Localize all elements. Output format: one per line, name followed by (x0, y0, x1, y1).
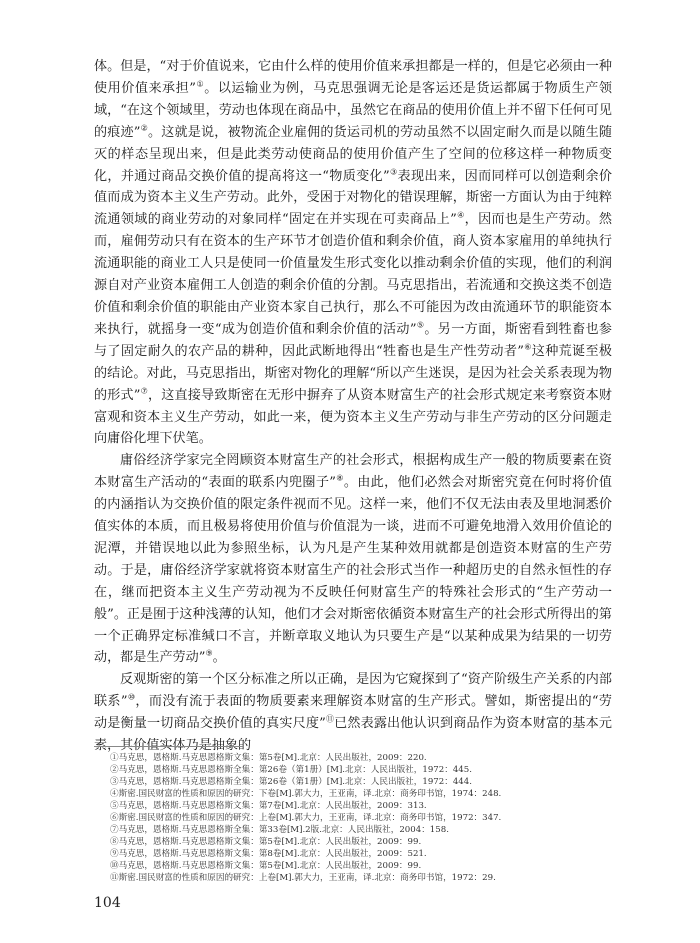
body-paragraph (94, 56, 612, 450)
footnote-marker: ④ (456, 210, 465, 220)
body-text (94, 56, 612, 757)
footnote-marker: ⑥ (523, 342, 532, 352)
footnote-item: ⑩马克思，恩格斯.马克思恩格斯文集：第5卷[M].北京：人民出版社，2009：99. (110, 861, 422, 871)
paragraph-text: 反观斯密的第一个区分标准之所以正确，是因为它窥探到了“资产阶级生产关系的内部联系” (94, 672, 612, 710)
footnote-marker: ⑤ (416, 320, 425, 330)
footnotes-list (110, 752, 610, 884)
footnote-marker: ⑨ (205, 649, 213, 659)
paragraph-text: 庸俗经济学家完全罔顾资本财富生产的社会形式，根据构成生产一般的物质要素在资本财富生产活动的“表面的联系内兜圈子” (94, 453, 612, 491)
footnote-item: ④斯密.国民财富的性质和原因的研究：下卷[M].郭大力，王亚南，译.北京：商务印书馆，1974：248. (110, 789, 502, 799)
paragraph-text: 。这就是说，被物流企业雇佣的货运司机的劳动虽然不以固定耐久而是以随生随灭的样态呈现出来，但是此类劳动使商品的使用价值产生了空间的位移这样一种物质变化，并通过商品交换价值的提高将这一“物质变化” (94, 124, 613, 184)
footnote-item: ⑤马克思，恩格斯.马克思恩格斯文集：第7卷[M].北京：人民出版社，2009：313. (110, 801, 427, 811)
footnote-item: ①马克思，恩格斯.马克思恩格斯文集：第5卷[M].北京：人民出版社，2009：220. (110, 753, 427, 763)
paragraph-text: ，而没有流于表面的物质要素来理解资本财富的生产形式。譬如，斯密提出的“劳动是衡量一切商品交换价值的真实尺度” (94, 694, 612, 732)
paragraph-text: 体。但是，“对于价值说来，它由什么样的使用价值来承担都是一样的，但是它必须由一种使用价值来承担” (94, 59, 612, 96)
paragraph-text: 。由此，他们必然会对斯密究竟在何时将价值的内涵指认为交换价值的限定条件视而不见。这样一来，他们不仅无法由表及里地洞悉价值实体的本质，而且极易将使用价值与价值混为一谈，进而不可避免地滑入效用价值论的泥潭，并错误地以此为参照坐标，认为凡是产生某种效用就都是创造资本财富的生产劳动。于是，庸俗经济学家就将资本财富生产的社会形式当作一种超历史的自然永恒性的存在，继而把资本主义生产劳动视为不反映任何财富生产的特殊社会形式的“生产劳动一般”。正是囿于这种浅薄的认知，他们才会对斯密依循资本财富生产的社会形式所得出的第一个正确界定标准缄口不言，并断章取义地认为只要生产是“以某种成果为结果的一切劳动，都是生产劳动” (94, 475, 613, 666)
paragraph-text: 。 (212, 650, 226, 666)
paragraph-text: 表现出来，因而同样可以创造剩余价值而成为资本主义生产劳动。此外，受困于对物化的错误理解，斯密一方面认为由于纯粹流通领域的商业劳动的对象同样“固定在并实现在可卖商品上” (94, 168, 613, 228)
paragraph-text: 。另一方面，斯密看到牲畜也参与了固定耐久的农产品的耕种，因此武断地得出“牲畜也是生产性劳动者” (94, 321, 613, 359)
paragraph-text: 这种荒诞至极的结论。对此，马克思指出，斯密对物化的理解“所以产生迷误，是因为社会关系表现为物的形式” (94, 343, 613, 403)
page-number: 104 (94, 895, 121, 911)
footnote-item: ⑥斯密.国民财富的性质和原因的研究：上卷[M].郭大力，王亚南，译.北京：商务印书馆，1972：347. (110, 813, 502, 823)
footnote-marker: ③ (389, 167, 398, 177)
paragraph-text: 已然表露出他认识到商品作为资本财富的基本元素，其价值实体乃是抽象的 (94, 716, 613, 754)
footnote-marker: ⑧ (335, 473, 344, 483)
paragraph-text: ，因而也是生产劳动。然而，雇佣劳动只有在资本的生产环节才创造价值和剩余价值，商人资本家雇用的单纯执行流通职能的商业工人只是使同一价值量发生形式变化以推动剩余价值的实现，他们的利润源自对产业资本雇佣工人创造的剩余价值的分割。马克思指出，若流通和交换这类不创造价值和剩余价值的职能由产业资本家自己执行，那么不可能因为改由流通环节的职能资本来执行，就摇身一变“成为创造价值和剩余价值的活动” (94, 212, 613, 337)
footnote-divider (94, 746, 244, 747)
footnote-item: ②马克思，恩格斯.马克思恩格斯全集：第26卷（第1册）[M].北京：人民出版社，1972：445. (110, 765, 472, 775)
footnote-item: ⑨马克思，恩格斯.马克思恩格斯文集：第8卷[M].北京：人民出版社，2009：521. (110, 849, 427, 859)
footnote-marker: ⑪ (325, 714, 335, 724)
footnote-marker: ② (140, 123, 148, 133)
paragraph-text: 。以运输业为例，马克思强调无论是客运还是货运都属于物质生产领域，“在这个领域里，劳动也体现在商品中，虽然它在商品的使用价值上并不留下任何可见的痕迹” (94, 80, 613, 140)
body-paragraph (94, 669, 612, 757)
footnote-marker: ⑦ (140, 386, 148, 396)
footnote-item: ⑪斯密.国民财富的性质和原因的研究：上卷[M].郭大力，王亚南，译.北京：商务印书馆，1972：29. (110, 873, 496, 883)
footnote-marker: ⑩ (127, 692, 136, 702)
footnote-item: ⑧马克思，恩格斯.马克思恩格斯文集：第5卷[M].北京：人民出版社，2009：99. (110, 837, 422, 847)
body-paragraph (94, 450, 612, 669)
footnote-item: ③马克思，恩格斯.马克思恩格斯全集：第26卷（第1册）[M].北京：人民出版社，1972：444. (110, 777, 472, 787)
footnote-item: ⑦马克思，恩格斯.马克思恩格斯全集：第33卷[M].2版.北京：人民出版社，2004：158. (110, 825, 449, 835)
paragraph-text: ，这直接导致斯密在无形中摒弃了从资本财富生产的社会形式规定来考察资本财富观和资本主义生产劳动，如此一来，便为资本主义生产劳动与非生产劳动的区分问题走向庸俗化埋下伏笔。 (94, 387, 613, 447)
footnote-marker: ① (195, 79, 205, 89)
